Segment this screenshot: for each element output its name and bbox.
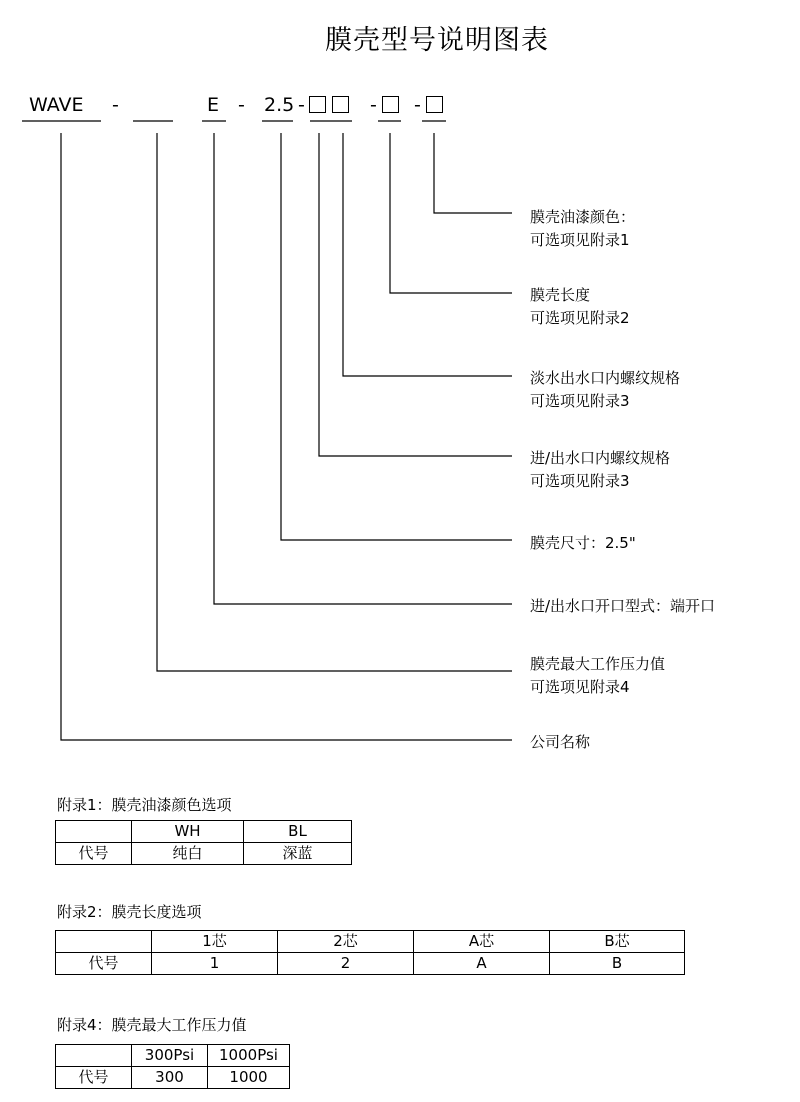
label-company: 公司名称 [530,733,591,751]
label-length: 膜壳长度 可选项见附录2 [530,286,630,327]
appendix4-table [55,1044,290,1089]
table-row: WH BL [56,821,352,843]
code-separator: - [370,94,377,116]
table-row: 代号 1 2 A B [56,953,685,975]
table-row: 300Psi 1000Psi [56,1045,290,1067]
table-row: 代号 300 1000 [56,1067,290,1089]
code-brand: WAVE [29,94,84,116]
appendix2-table [55,930,685,975]
code-port-type: E [207,94,220,116]
table-row: 代号 纯白 深蓝 [56,843,352,865]
appendix4-title: 附录4：膜壳最大工作压力值 [57,1016,247,1034]
leader-size [281,133,512,540]
code-separator: - [414,94,421,116]
leader-company [61,133,512,740]
page-title: 膜壳型号说明图表 [325,25,549,56]
label-inlet-thread: 进/出水口内螺纹规格 可选项见附录3 [530,449,671,490]
label-port-type: 进/出水口开口型式：端开口 [530,597,716,615]
code-separator: - [238,94,245,116]
appendix1-table [55,820,352,865]
table-row: 1芯 2芯 A芯 B芯 [56,931,685,953]
code-size: 2.5 [264,94,295,116]
leader-port-type [214,133,512,604]
label-outlet-thread: 淡水出水口内螺纹规格 可选项见附录3 [530,369,681,410]
leader-pressure [157,133,512,671]
code-separator: - [112,94,119,116]
leader-outlet-thread [343,133,512,376]
leader-color [434,133,512,213]
appendix2-title: 附录2：膜壳长度选项 [57,903,202,921]
code-separator: - [298,94,305,116]
label-paint-color: 膜壳油漆颜色： 可选项见附录1 [530,208,636,249]
label-size: 膜壳尺寸：2.5" [530,534,636,552]
leader-inlet-thread [319,133,512,456]
label-pressure: 膜壳最大工作压力值 可选项见附录4 [530,655,666,696]
appendix1-title: 附录1：膜壳油漆颜色选项 [57,796,232,814]
